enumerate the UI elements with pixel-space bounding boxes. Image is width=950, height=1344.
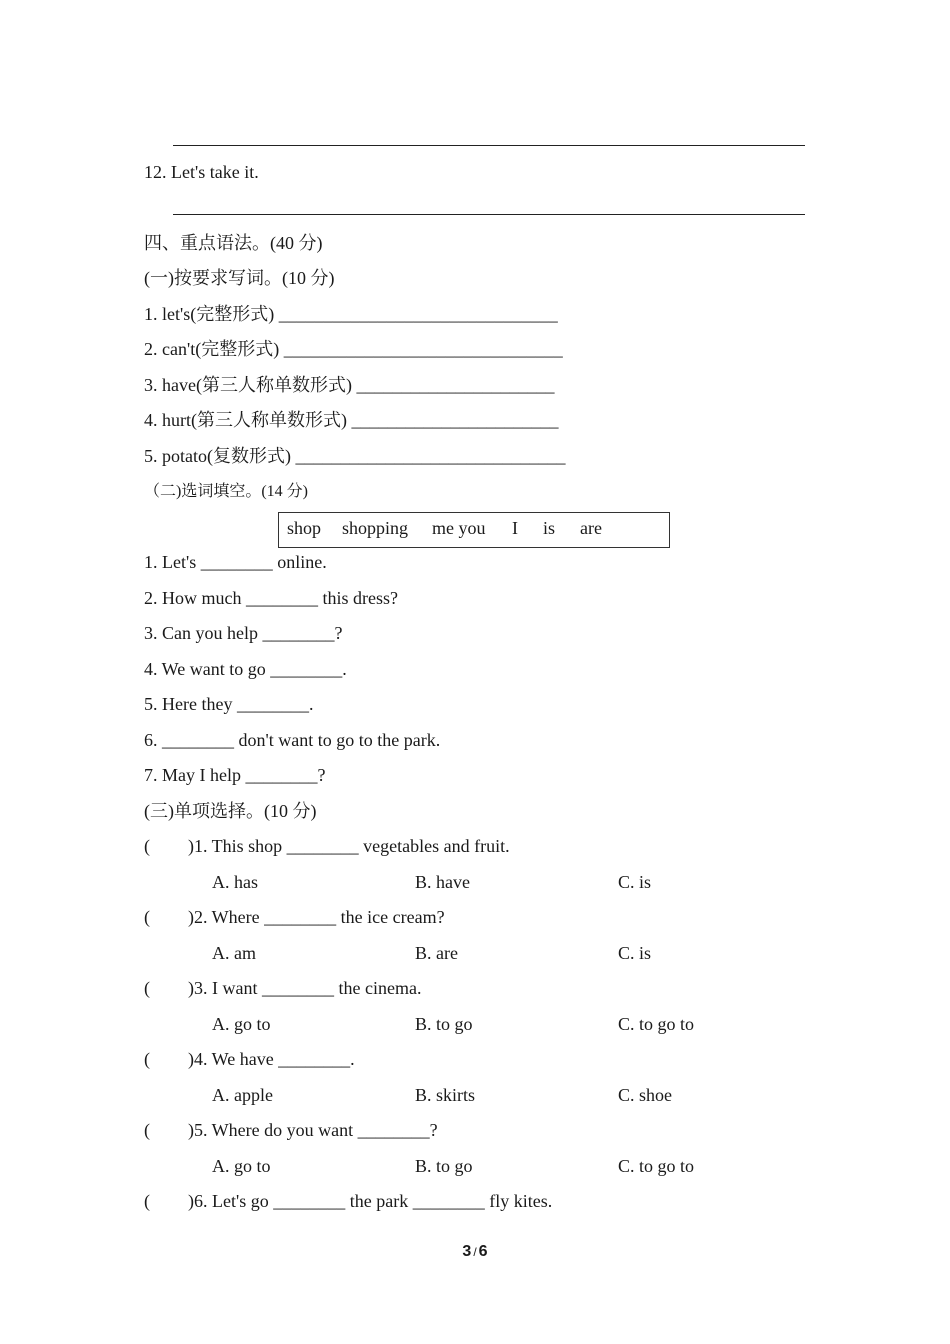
part1-title: (一)按要求写词。(10 分) xyxy=(144,268,335,288)
answer-paren[interactable]: ( xyxy=(144,978,150,998)
part2-item: 7. May I help ________? xyxy=(144,765,326,785)
word-bank-word: are xyxy=(580,518,602,538)
page-separator: / xyxy=(473,1245,477,1259)
option-c: C. to go to xyxy=(618,1014,695,1034)
option-b: B. skirts xyxy=(415,1085,476,1105)
answer-paren[interactable]: ( xyxy=(144,1120,150,1140)
option-a: A. has xyxy=(212,872,258,892)
answer-paren[interactable]: ( xyxy=(144,1049,150,1069)
option-a: A. apple xyxy=(212,1085,273,1105)
part1-item: 4. hurt(第三人称单数形式) _______________________ xyxy=(144,410,559,430)
part1-item: 3. have(第三人称单数形式) ______________________ xyxy=(144,375,555,395)
word-bank-word: is xyxy=(543,518,556,538)
page-total: 6 xyxy=(478,1243,488,1260)
word-bank-word: I xyxy=(512,518,518,538)
part3-title: (三)单项选择。(10 分) xyxy=(144,801,317,821)
option-c: C. to go to xyxy=(618,1156,695,1176)
mc-question-text: )3. I want ________ the cinema. xyxy=(188,978,422,998)
part2-item: 3. Can you help ________? xyxy=(144,623,343,643)
mc-question-text: )5. Where do you want ________? xyxy=(188,1120,438,1140)
part2-item: 6. ________ don't want to go to the park. xyxy=(144,730,441,750)
option-a: A. go to xyxy=(212,1156,271,1176)
option-a: A. go to xyxy=(212,1014,271,1034)
part2-title: （二)选词填空。(14 分) xyxy=(144,483,308,500)
answer-paren[interactable]: ( xyxy=(144,836,150,856)
word-bank-word: shopping xyxy=(342,518,409,538)
option-a: A. am xyxy=(212,943,256,963)
word-bank-word: shop xyxy=(287,518,322,538)
question-12: 12. Let's take it. xyxy=(144,162,259,182)
option-c: C. is xyxy=(618,872,652,892)
word-bank xyxy=(278,512,670,548)
option-c: C. shoe xyxy=(618,1085,672,1105)
mc-question-text: )1. This shop ________ vegetables and fruit. xyxy=(188,836,510,856)
part1-item: 1. let's(完整形式) _______________________________ xyxy=(144,304,558,324)
section-title: 四、重点语法。(40 分) xyxy=(144,233,323,253)
answer-line[interactable] xyxy=(173,145,805,146)
part2-item: 2. How much ________ this dress? xyxy=(144,588,398,608)
part2-item: 5. Here they ________. xyxy=(144,694,314,714)
option-c: C. is xyxy=(618,943,652,963)
page-current: 3 xyxy=(462,1243,472,1260)
part1-item: 2. can't(完整形式) _______________________________ xyxy=(144,339,563,359)
part2-item: 1. Let's ________ online. xyxy=(144,552,327,572)
option-b: B. to go xyxy=(415,1014,473,1034)
option-b: B. to go xyxy=(415,1156,473,1176)
option-b: B. are xyxy=(415,943,458,963)
mc-question-text: )6. Let's go ________ the park ________ fly kites. xyxy=(188,1191,553,1211)
mc-question-text: )2. Where ________ the ice cream? xyxy=(188,907,445,927)
answer-line[interactable] xyxy=(173,214,805,215)
mc-question-text: )4. We have ________. xyxy=(188,1049,355,1069)
answer-paren[interactable]: ( xyxy=(144,907,150,927)
word-bank-word: me you xyxy=(432,518,486,538)
answer-paren[interactable]: ( xyxy=(144,1191,150,1211)
part1-item: 5. potato(复数形式) ______________________________ xyxy=(144,446,566,466)
part2-item: 4. We want to go ________. xyxy=(144,659,347,679)
page-number xyxy=(0,1243,950,1261)
option-b: B. have xyxy=(415,872,470,892)
